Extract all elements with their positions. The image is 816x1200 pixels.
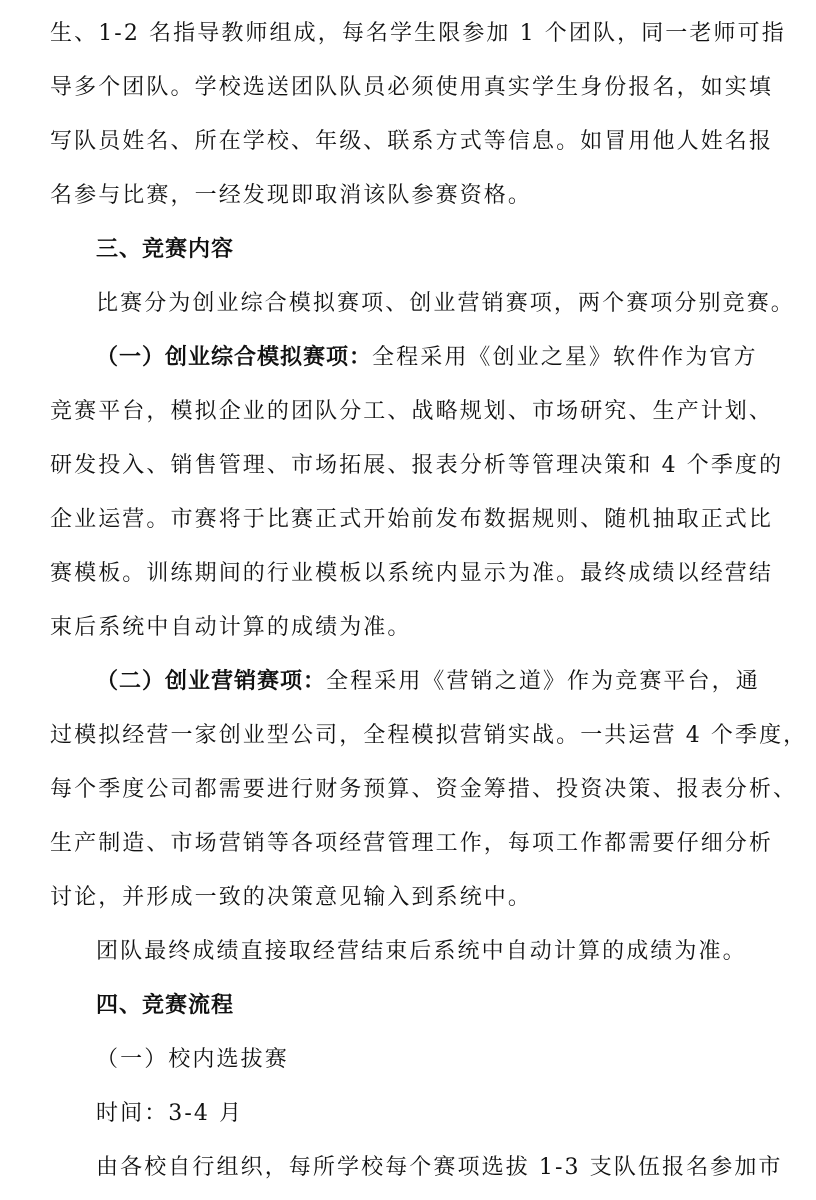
body-line: 导多个团队。学校选送团队队员必须使用真实学生身份报名，如实填: [50, 75, 774, 100]
subsection-title-2: （二）创业营销赛项：: [96, 669, 327, 694]
time-line: 时间：3-4 月: [96, 1101, 244, 1126]
section-heading-3: 三、竞赛内容: [96, 237, 235, 262]
body-line: 研发投入、销售管理、市场拓展、报表分析等管理决策和 4 个季度的: [50, 453, 784, 478]
subsection-text-1: 全程采用《创业之星》软件作为官方: [372, 345, 758, 370]
body-line: 过模拟经营一家创业型公司，全程模拟营销实战。一共运营 4 个季度，: [50, 723, 808, 748]
body-paragraph: 团队最终成绩直接取经营结束后系统中自动计算的成绩为准。: [96, 939, 747, 964]
body-line: 名参与比赛，一经发现即取消该队参赛资格。: [50, 183, 533, 208]
subsection-heading: （一）校内选拔赛: [96, 1047, 289, 1072]
body-line: 企业运营。市赛将于比赛正式开始前发布数据规则、随机抽取正式比: [50, 507, 774, 532]
subsection-line-2: [96, 667, 766, 697]
body-line: 每个季度公司都需要进行财务预算、资金筹措、投资决策、报表分析、: [50, 777, 798, 802]
body-line: 生产制造、市场营销等各项经营管理工作，每项工作都需要仔细分析: [50, 831, 774, 856]
body-paragraph: 比赛分为创业综合模拟赛项、创业营销赛项，两个赛项分别竞赛。: [96, 291, 795, 316]
body-line: 竞赛平台，模拟企业的团队分工、战略规划、市场研究、生产计划、: [50, 399, 774, 424]
section-heading-4: 四、竞赛流程: [96, 993, 235, 1018]
body-line: 生、1-2 名指导教师组成，每名学生限参加 1 个团队，同一老师可指: [50, 21, 786, 46]
body-paragraph: 由各校自行组织，每所学校每个赛项选拔 1-3 支队伍报名参加市: [96, 1155, 783, 1180]
body-line: 赛模板。训练期间的行业模板以系统内显示为准。最终成绩以经营结: [50, 561, 774, 586]
subsection-text-2: 全程采用《营销之道》作为竞赛平台，通: [326, 669, 760, 694]
body-line: 讨论，并形成一致的决策意见输入到系统中。: [50, 885, 533, 910]
body-line: 写队员姓名、所在学校、年级、联系方式等信息。如冒用他人姓名报: [50, 129, 774, 154]
subsection-line-1: [96, 343, 766, 373]
body-line: 束后系统中自动计算的成绩为准。: [50, 615, 412, 640]
subsection-title-1: （一）创业综合模拟赛项：: [96, 345, 373, 370]
